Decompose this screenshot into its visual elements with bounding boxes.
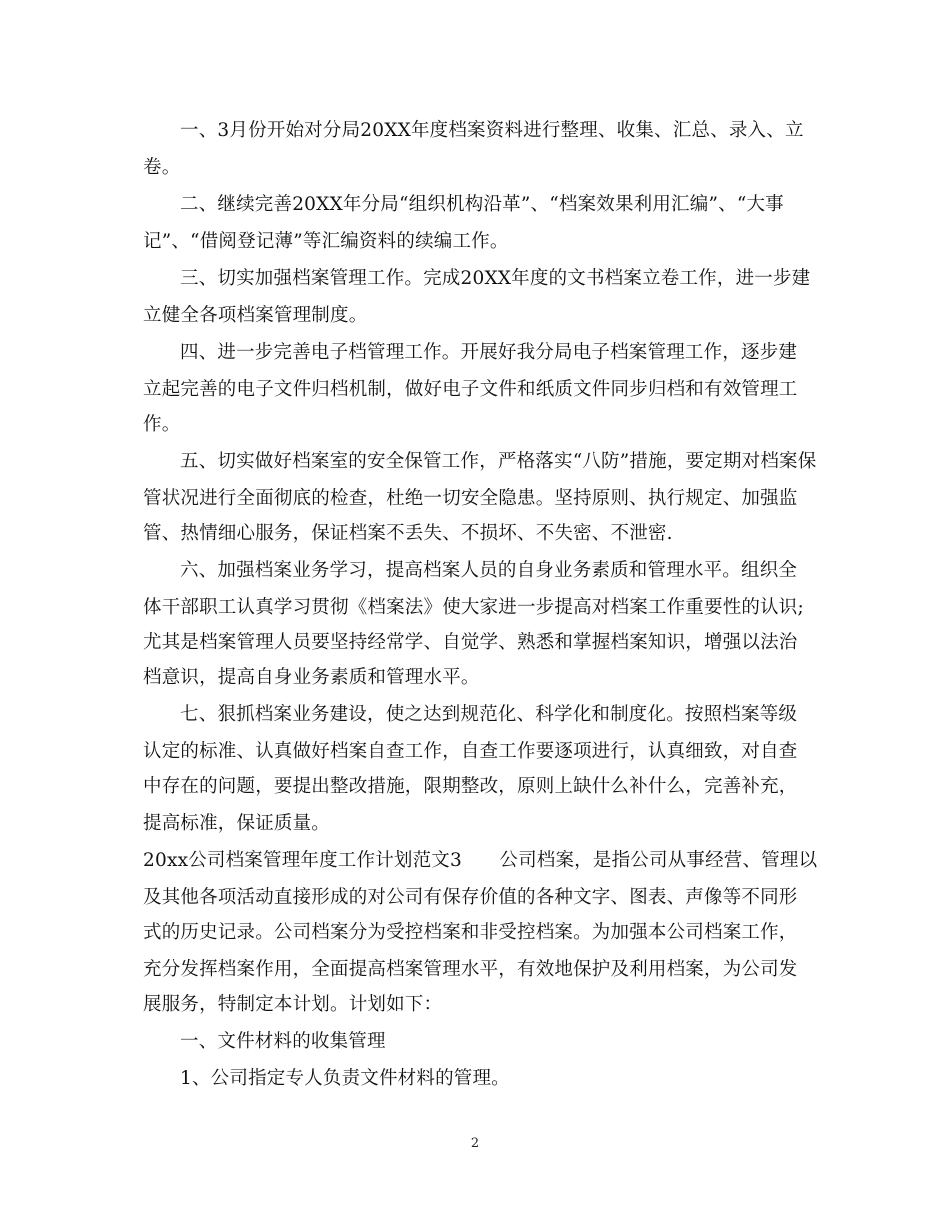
paragraph-1-line-1: 一、3月份开始对分局20XX年度档案资料进行整理、收集、汇总、录入、立 [180, 120, 804, 141]
paragraph-7-line-3: 中存在的问题，要提出整改措施，限期整改，原则上缺什么补什么，完善补充， [143, 776, 798, 797]
list-item-1: 1、公司指定专人负责文件材料的管理。 [180, 1068, 510, 1089]
paragraph-5-line-2: 管状况进行全面彻底的检查，杜绝一切安全隐患。坚持原则、执行规定、加强监 [143, 488, 798, 509]
paragraph-7-line-1: 七、狠抓档案业务建设，使之达到规范化、科学化和制度化。按照档案等级 [180, 704, 798, 725]
paragraph-3-line-2: 立健全各项档案管理制度。 [143, 305, 368, 326]
section-heading-file-collection: 一、文件材料的收集管理 [180, 1031, 386, 1052]
paragraph-4-line-2: 立起完善的电子文件归档机制，做好电子文件和纸质文件同步归档和有效管理工 [143, 379, 798, 400]
paragraph-5-line-3: 管、热情细心服务，保证档案不丢失、不损坏、不失密、不泄密. [143, 523, 673, 544]
paragraph-6-line-2: 体干部职工认真学习贯彻《档案法》使大家进一步提高对档案工作重要性的认识; [143, 597, 804, 618]
paragraph-8-line-3: 式的历史记录。公司档案分为受控档案和非受控档案。为加强本公司档案工作， [143, 922, 798, 943]
paragraph-8-line-1: 20xx公司档案管理年度工作计划范文3 公司档案，是指公司从事经营、管理以 [143, 850, 818, 871]
paragraph-1-line-2: 卷。 [143, 157, 181, 178]
paragraph-4-line-1: 四、进一步完善电子档管理工作。开展好我分局电子档案管理工作，逐步建 [180, 342, 798, 363]
page-number: 2 [470, 1136, 480, 1151]
paragraph-8-line-4: 充分发挥档案作用，全面提高档案管理水平，有效地保护及利用档案，为公司发 [143, 959, 798, 980]
paragraph-2-line-1: 二、继续完善20XX年分局“组织机构沿革”、“档案效果利用汇编”、“大事 [180, 194, 784, 215]
paragraph-4-line-3: 作。 [143, 414, 181, 435]
paragraph-6-line-3: 尤其是档案管理人员要坚持经常学、自觉学、熟悉和掌握档案知识，增强以法治 [143, 632, 798, 653]
paragraph-6-line-1: 六、加强档案业务学习，提高档案人员的自身业务素质和管理水平。组织全 [180, 560, 798, 581]
paragraph-7-line-2: 认定的标准、认真做好档案自查工作，自查工作要逐项进行，认真细致，对自查 [143, 741, 798, 762]
paragraph-8-line-2: 及其他各项活动直接形成的对公司有保存价值的各种文字、图表、声像等不同形 [143, 887, 798, 908]
paragraph-3-line-1: 三、切实加强档案管理工作。完成20XX年度的文书档案立卷工作，进一步建 [180, 268, 811, 289]
paragraph-5-line-1: 五、切实做好档案室的安全保管工作，严格落实“八防”措施，要定期对档案保 [180, 451, 817, 472]
paragraph-7-line-4: 提高标准，保证质量。 [143, 813, 331, 834]
paragraph-6-line-4: 档意识，提高自身业务素质和管理水平。 [143, 667, 480, 688]
paragraph-2-line-2: 记”、“借阅登记薄”等汇编资料的续编工作。 [143, 231, 509, 252]
paragraph-8-line-5: 展服务，特制定本计划。计划如下： [143, 994, 443, 1015]
